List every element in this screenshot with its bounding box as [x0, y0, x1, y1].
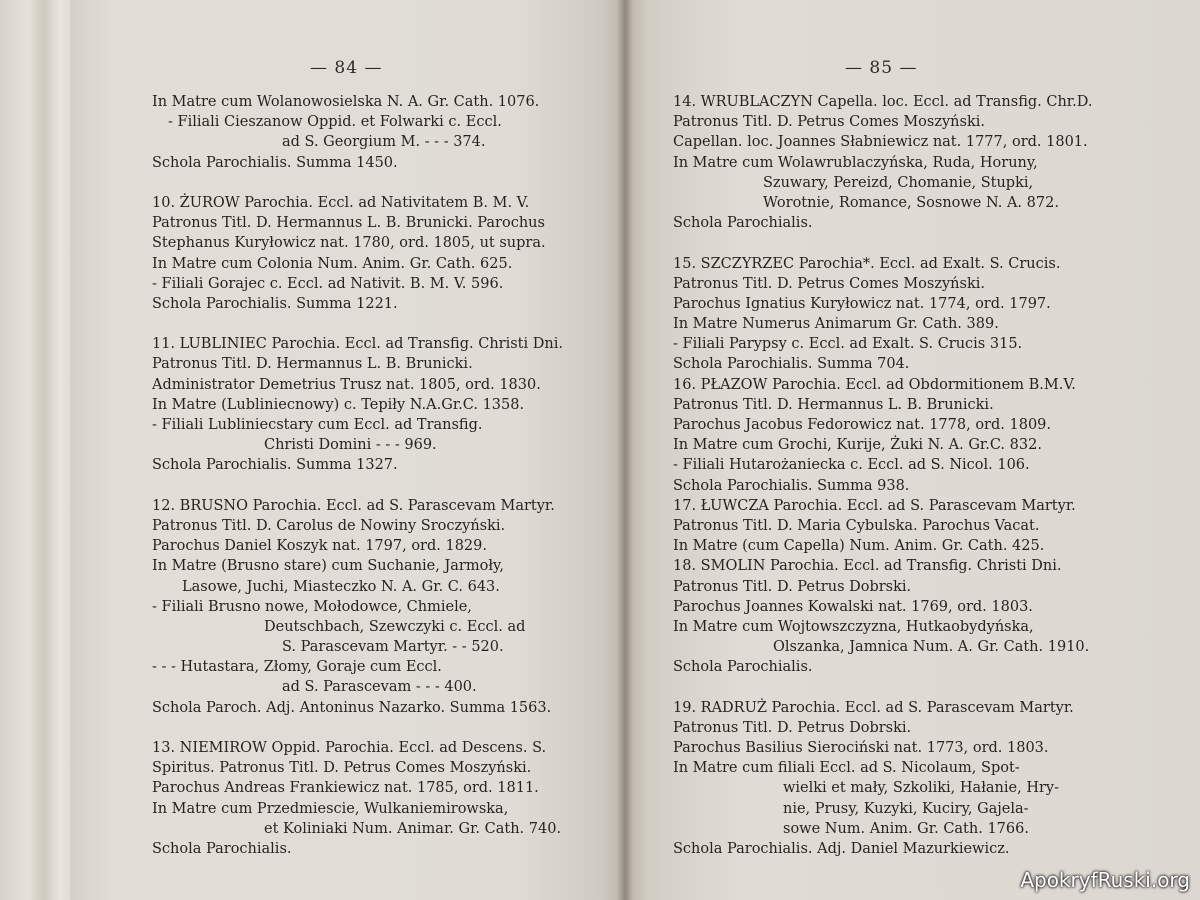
text-line: Patronus Titl. D. Maria Cybulska. Parochus Vacat.	[673, 517, 1040, 534]
text-line: Capellan. loc. Joannes Słabniewicz nat. 1777, ord. 1801.	[673, 134, 1088, 151]
text-line: 19. RADRUŻ Parochia. Eccl. ad S. Parascevam Martyr.	[673, 699, 1074, 716]
text-line: Patronus Titl. D. Hermannus L. B. Brunicki.	[673, 396, 994, 413]
page-stack-edge	[0, 0, 80, 900]
text-line	[152, 718, 607, 738]
text-line: In Matre cum Grochi, Kurije, Żuki N. A. Gr.C. 832.	[673, 437, 1042, 454]
text-line: sowe Num. Anim. Gr. Cath. 1766.	[783, 820, 1029, 837]
text-line	[152, 476, 607, 496]
right-page-text	[673, 92, 1153, 859]
text-line: Schola Parochialis. Summa 704.	[673, 356, 910, 373]
text-line: In Matre (Brusno stare) cum Suchanie, Jarmoły,	[152, 558, 504, 575]
watermark: ApokryfRuski.org	[1020, 868, 1190, 892]
text-line: Szuwary, Pereizd, Chomanie, Stupki,	[763, 174, 1034, 191]
text-line: Schola Parochialis.	[152, 840, 292, 857]
text-line: Schola Parochialis. Summa 938.	[673, 477, 910, 494]
text-line: 11. LUBLINIEC Parochia. Eccl. ad Transfig. Christi Dni.	[152, 336, 563, 353]
text-line: In Matre cum Wojtowszczyzna, Hutkaobydyńska,	[673, 618, 1034, 635]
text-line	[152, 314, 607, 334]
text-line: - Filiali Brusno nowe, Mołodowce, Chmiele,	[152, 598, 472, 615]
text-line: Patronus Titl. D. Petrus Dobrski.	[673, 578, 912, 595]
text-line: - Filiali Cieszanow Oppid. et Folwarki c. Eccl.	[168, 114, 502, 131]
text-line: - Filiali Gorajec c. Eccl. ad Nativit. B. M. V. 596.	[152, 275, 504, 292]
text-line: Schola Parochialis. Summa 1221.	[152, 295, 398, 312]
text-line: ad S. Georgium M. - - - 374.	[282, 134, 486, 151]
text-line: Schola Parochialis.	[673, 659, 813, 676]
text-line: Schola Paroch. Adj. Antoninus Nazarko. Summa 1563.	[152, 699, 552, 716]
text-line: Patronus Titl. D. Petrus Comes Moszyński.	[673, 275, 985, 292]
text-line: wielki et mały, Szkoliki, Hałanie, Hry-	[783, 780, 1059, 797]
text-line: 14. WRUBLACZYN Capella. loc. Eccl. ad Transfig. Chr.D.	[673, 94, 1093, 110]
text-line: 10. ŻUROW Parochia. Eccl. ad Nativitatem B. M. V.	[152, 194, 530, 211]
text-line: In Matre cum Wolanowosielska N. A. Gr. Cath. 1076.	[152, 94, 540, 110]
text-line: Parochus Daniel Koszyk nat. 1797, ord. 1829.	[152, 538, 487, 555]
text-line: ad S. Parascevam - - - 400.	[282, 679, 477, 696]
text-line: Spiritus. Patronus Titl. D. Petrus Comes Moszyński.	[152, 760, 532, 777]
text-line: Schola Parochialis. Summa 1327.	[152, 457, 398, 474]
text-line	[673, 677, 1153, 697]
text-line: Patronus Titl. D. Hermannus L. B. Brunicki. Parochus	[152, 215, 545, 232]
text-line: S. Parascevam Martyr. - - 520.	[282, 639, 504, 656]
text-line: In Matre cum Wolawrublaczyńska, Ruda, Horuny,	[673, 154, 1038, 171]
text-line: 17. ŁUWCZA Parochia. Eccl. ad S. Parascevam Martyr.	[673, 497, 1076, 514]
text-line: Patronus Titl. D. Petrus Comes Moszyński.	[673, 114, 985, 131]
text-line: In Matre (cum Capella) Num. Anim. Gr. Cath. 425.	[673, 538, 1045, 555]
text-line: Stephanus Kuryłowicz nat. 1780, ord. 1805, ut supra.	[152, 235, 546, 252]
text-line: Schola Parochialis.	[673, 215, 813, 232]
text-line: Parochus Ignatius Kuryłowicz nat. 1774, ord. 1797.	[673, 295, 1051, 312]
text-line: Olszanka, Jamnica Num. A. Gr. Cath. 1910.	[773, 639, 1090, 656]
left-page-text	[152, 92, 607, 859]
text-line: 16. PŁAZOW Parochia. Eccl. ad Obdormitionem B.M.V.	[673, 376, 1076, 393]
text-line	[152, 173, 607, 193]
text-line: In Matre cum filiali Eccl. ad S. Nicolaum, Spot-	[673, 760, 1020, 777]
text-line: 13. NIEMIROW Oppid. Parochia. Eccl. ad Descens. S.	[152, 740, 547, 756]
text-line: Patronus Titl. D. Petrus Dobrski.	[673, 719, 912, 736]
text-line: Schola Parochialis. Adj. Daniel Mazurkiewicz.	[673, 840, 1010, 857]
text-line: Parochus Jacobus Fedorowicz nat. 1778, ord. 1809.	[673, 417, 1051, 433]
text-line: - - - Hutastara, Złomy, Goraje cum Eccl.	[152, 659, 442, 676]
text-line: Patronus Titl. D. Hermannus L. B. Brunicki.	[152, 356, 473, 373]
left-page	[70, 0, 625, 900]
text-line: 12. BRUSNO Parochia. Eccl. ad S. Parascevam Martyr.	[152, 497, 555, 514]
text-line: nie, Prusy, Kuzyki, Kuciry, Gajela-	[783, 800, 1029, 817]
text-line: Christi Domini - - - 969.	[264, 437, 437, 454]
text-line: - Filiali Parypsy c. Eccl. ad Exalt. S. Crucis 315.	[673, 336, 1023, 353]
right-page	[625, 0, 1200, 900]
text-line: In Matre cum Colonia Num. Anim. Gr. Cath. 625.	[152, 255, 513, 272]
text-line: In Matre cum Przedmiescie, Wulkaniemirowska,	[152, 800, 509, 817]
left-page-number: — 84 —	[310, 58, 383, 78]
text-line: Parochus Andreas Frankiewicz nat. 1785, ord. 1811.	[152, 780, 539, 797]
text-line	[673, 233, 1153, 253]
right-page-number: — 85 —	[845, 58, 918, 78]
text-line: In Matre Numerus Animarum Gr. Cath. 389.	[673, 316, 999, 333]
text-line: et Koliniaki Num. Animar. Gr. Cath. 740.	[264, 820, 562, 837]
text-line: - Filiali Hutarożaniecka c. Eccl. ad S. Nicol. 106.	[673, 457, 1030, 474]
text-line: Administrator Demetrius Trusz nat. 1805, ord. 1830.	[152, 376, 541, 393]
text-line: Worotnie, Romance, Sosnowe N. A. 872.	[763, 194, 1059, 211]
book-gutter	[617, 0, 633, 900]
text-line: Schola Parochialis. Summa 1450.	[152, 154, 398, 171]
text-line: In Matre (Lubliniecnowy) c. Tepiły N.A.Gr.C. 1358.	[152, 396, 525, 413]
text-line: 18. SMOLIN Parochia. Eccl. ad Transfig. Christi Dni.	[673, 558, 1062, 575]
text-line: Parochus Joannes Kowalski nat. 1769, ord. 1803.	[673, 598, 1033, 615]
text-line: 15. SZCZYRZEC Parochia*. Eccl. ad Exalt. S. Crucis.	[673, 255, 1061, 272]
text-line: Deutschbach, Szewczyki c. Eccl. ad	[264, 618, 526, 635]
text-line: - Filiali Lubliniecstary cum Eccl. ad Transfig.	[152, 417, 483, 433]
text-line: Lasowe, Juchi, Miasteczko N. A. Gr. C. 643.	[182, 578, 500, 595]
text-line: Parochus Basilius Sierociński nat. 1773, ord. 1803.	[673, 740, 1049, 756]
text-line: Patronus Titl. D. Carolus de Nowiny Sroczyński.	[152, 517, 506, 534]
